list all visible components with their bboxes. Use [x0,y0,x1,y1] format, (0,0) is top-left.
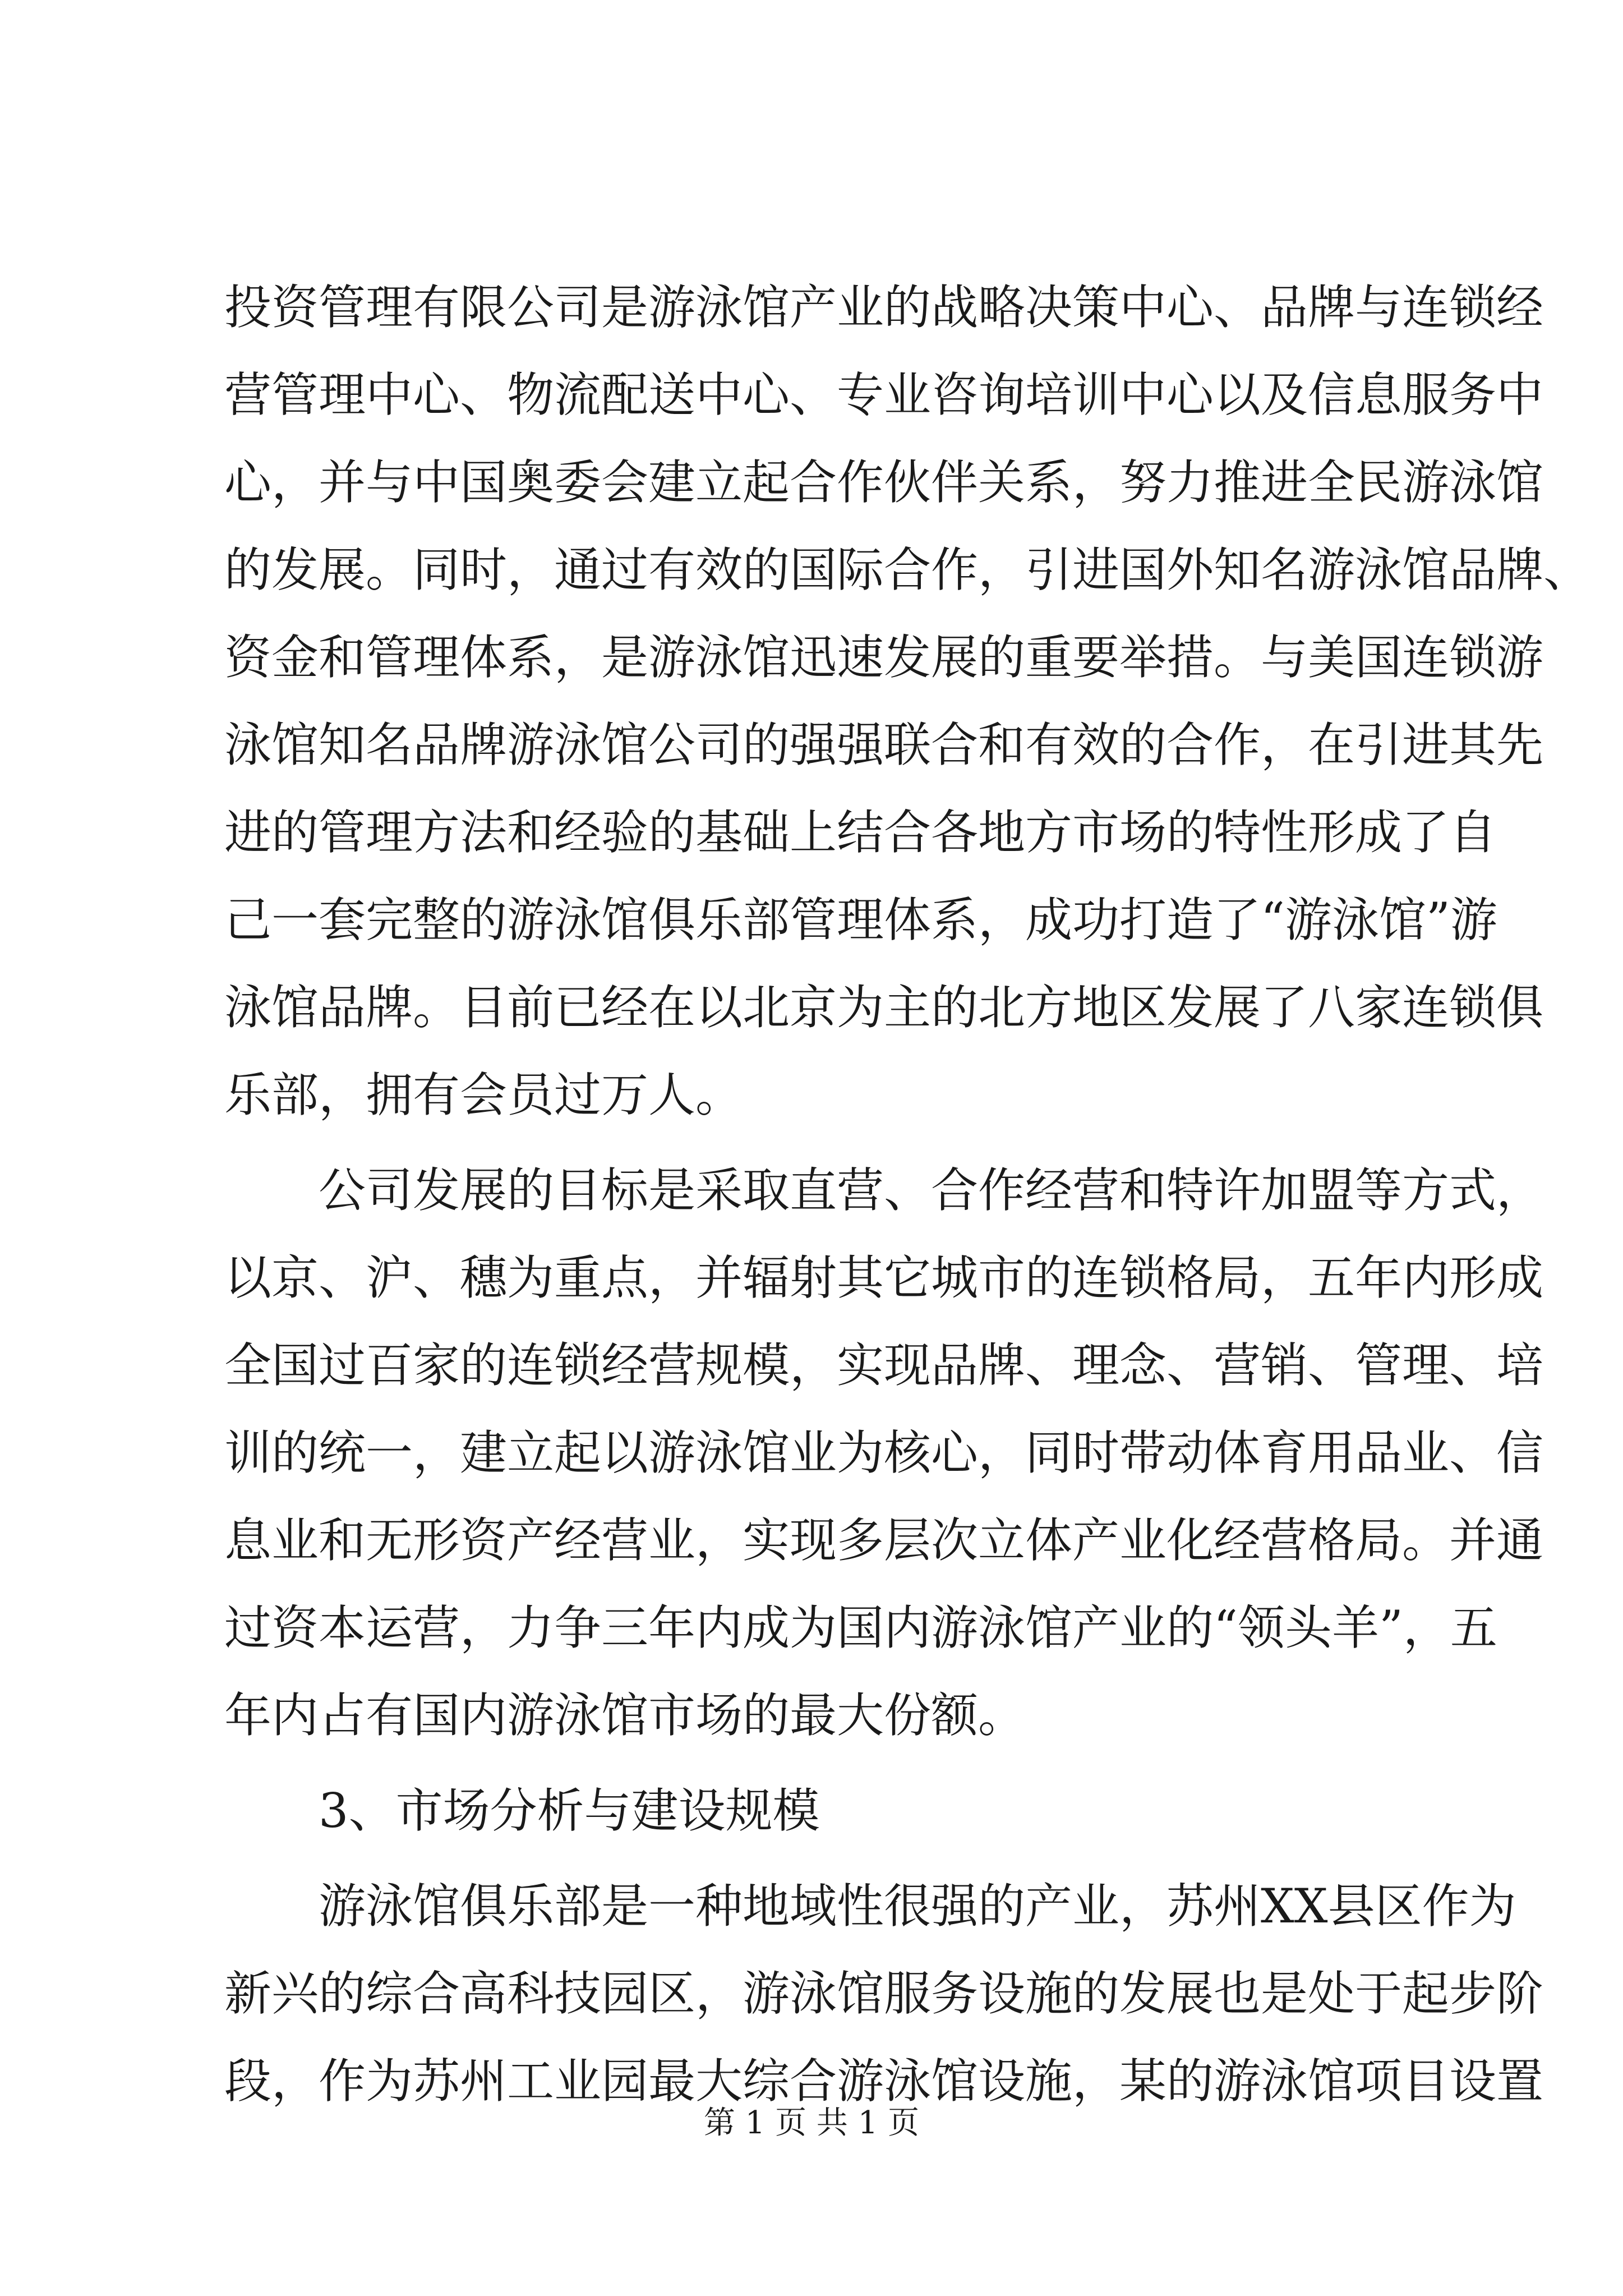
text-line: 新兴的综合高科技园区，游泳馆服务设施的发展也是处于起步阶 [224,1966,1544,2021]
text-line: 己一套完整的游泳馆俱乐部管理体系，成功打造了“游泳馆”游 [224,892,1497,947]
paragraph [224,264,1591,1139]
text-line: 泳馆知名品牌游泳馆公司的强强联合和有效的合作，在引进其先 [224,717,1544,772]
text-line: 资金和管理体系，是游泳馆迅速发展的重要举措。与美国连锁游 [224,630,1544,685]
text-line: 过资本运营，力争三年内成为国内游泳馆产业的“领头羊”，五 [224,1600,1497,1655]
text-line: 段，作为苏州工业园最大综合游泳馆设施，某的游泳馆项目设置 [224,2054,1544,2109]
text-line: 乐部，拥有会员过万人。 [224,1068,743,1122]
heading-text: 3、市场分析与建设规模 [319,1783,820,1838]
section-heading [224,1767,1436,1855]
paragraph [224,1147,1544,1759]
text-line: 泳馆品牌。目前已经在以北京为主的北方地区发展了八家连锁俱 [224,980,1544,1035]
text-line: 心，并与中国奥委会建立起合作伙伴关系，努力推进全民游泳馆 [224,455,1544,510]
paragraph [224,1862,1544,2125]
text-line: 全国过百家的连锁经营规模，实现品牌、理念、营销、管理、培 [224,1338,1544,1393]
text-line: 的发展。同时，通过有效的国际合作，引进国外知名游泳馆品牌、 [224,542,1591,597]
text-line: 投资管理有限公司是游泳馆产业的战略决策中心、品牌与连锁经 [224,280,1544,335]
text-line: 年内占有国内游泳馆市场的最大份额。 [224,1688,1026,1743]
page-footer: 第 1 页 共 1 页 [703,2105,920,2141]
text-line: 游泳馆俱乐部是一种地域性很强的产业，苏州XX县区作为 [319,1879,1516,1934]
text-line: 进的管理方法和经验的基础上结合各地方市场的特性形成了自 [224,805,1497,860]
text-line: 营管理中心、物流配送中心、专业咨询培训中心以及信息服务中 [224,367,1544,422]
text-line: 以京、沪、穗为重点，并辐射其它城市的连锁格局，五年内形成 [224,1250,1544,1305]
text-line: 训的统一，建立起以游泳馆业为核心，同时带动体育用品业、信 [224,1425,1544,1480]
text-line: 公司发展的目标是采取直营、合作经营和特许加盟等方式， [319,1163,1544,1218]
document-body [224,264,1591,2125]
text-line: 息业和无形资产经营业，实现多层次立体产业化经营格局。并通 [224,1513,1544,1568]
